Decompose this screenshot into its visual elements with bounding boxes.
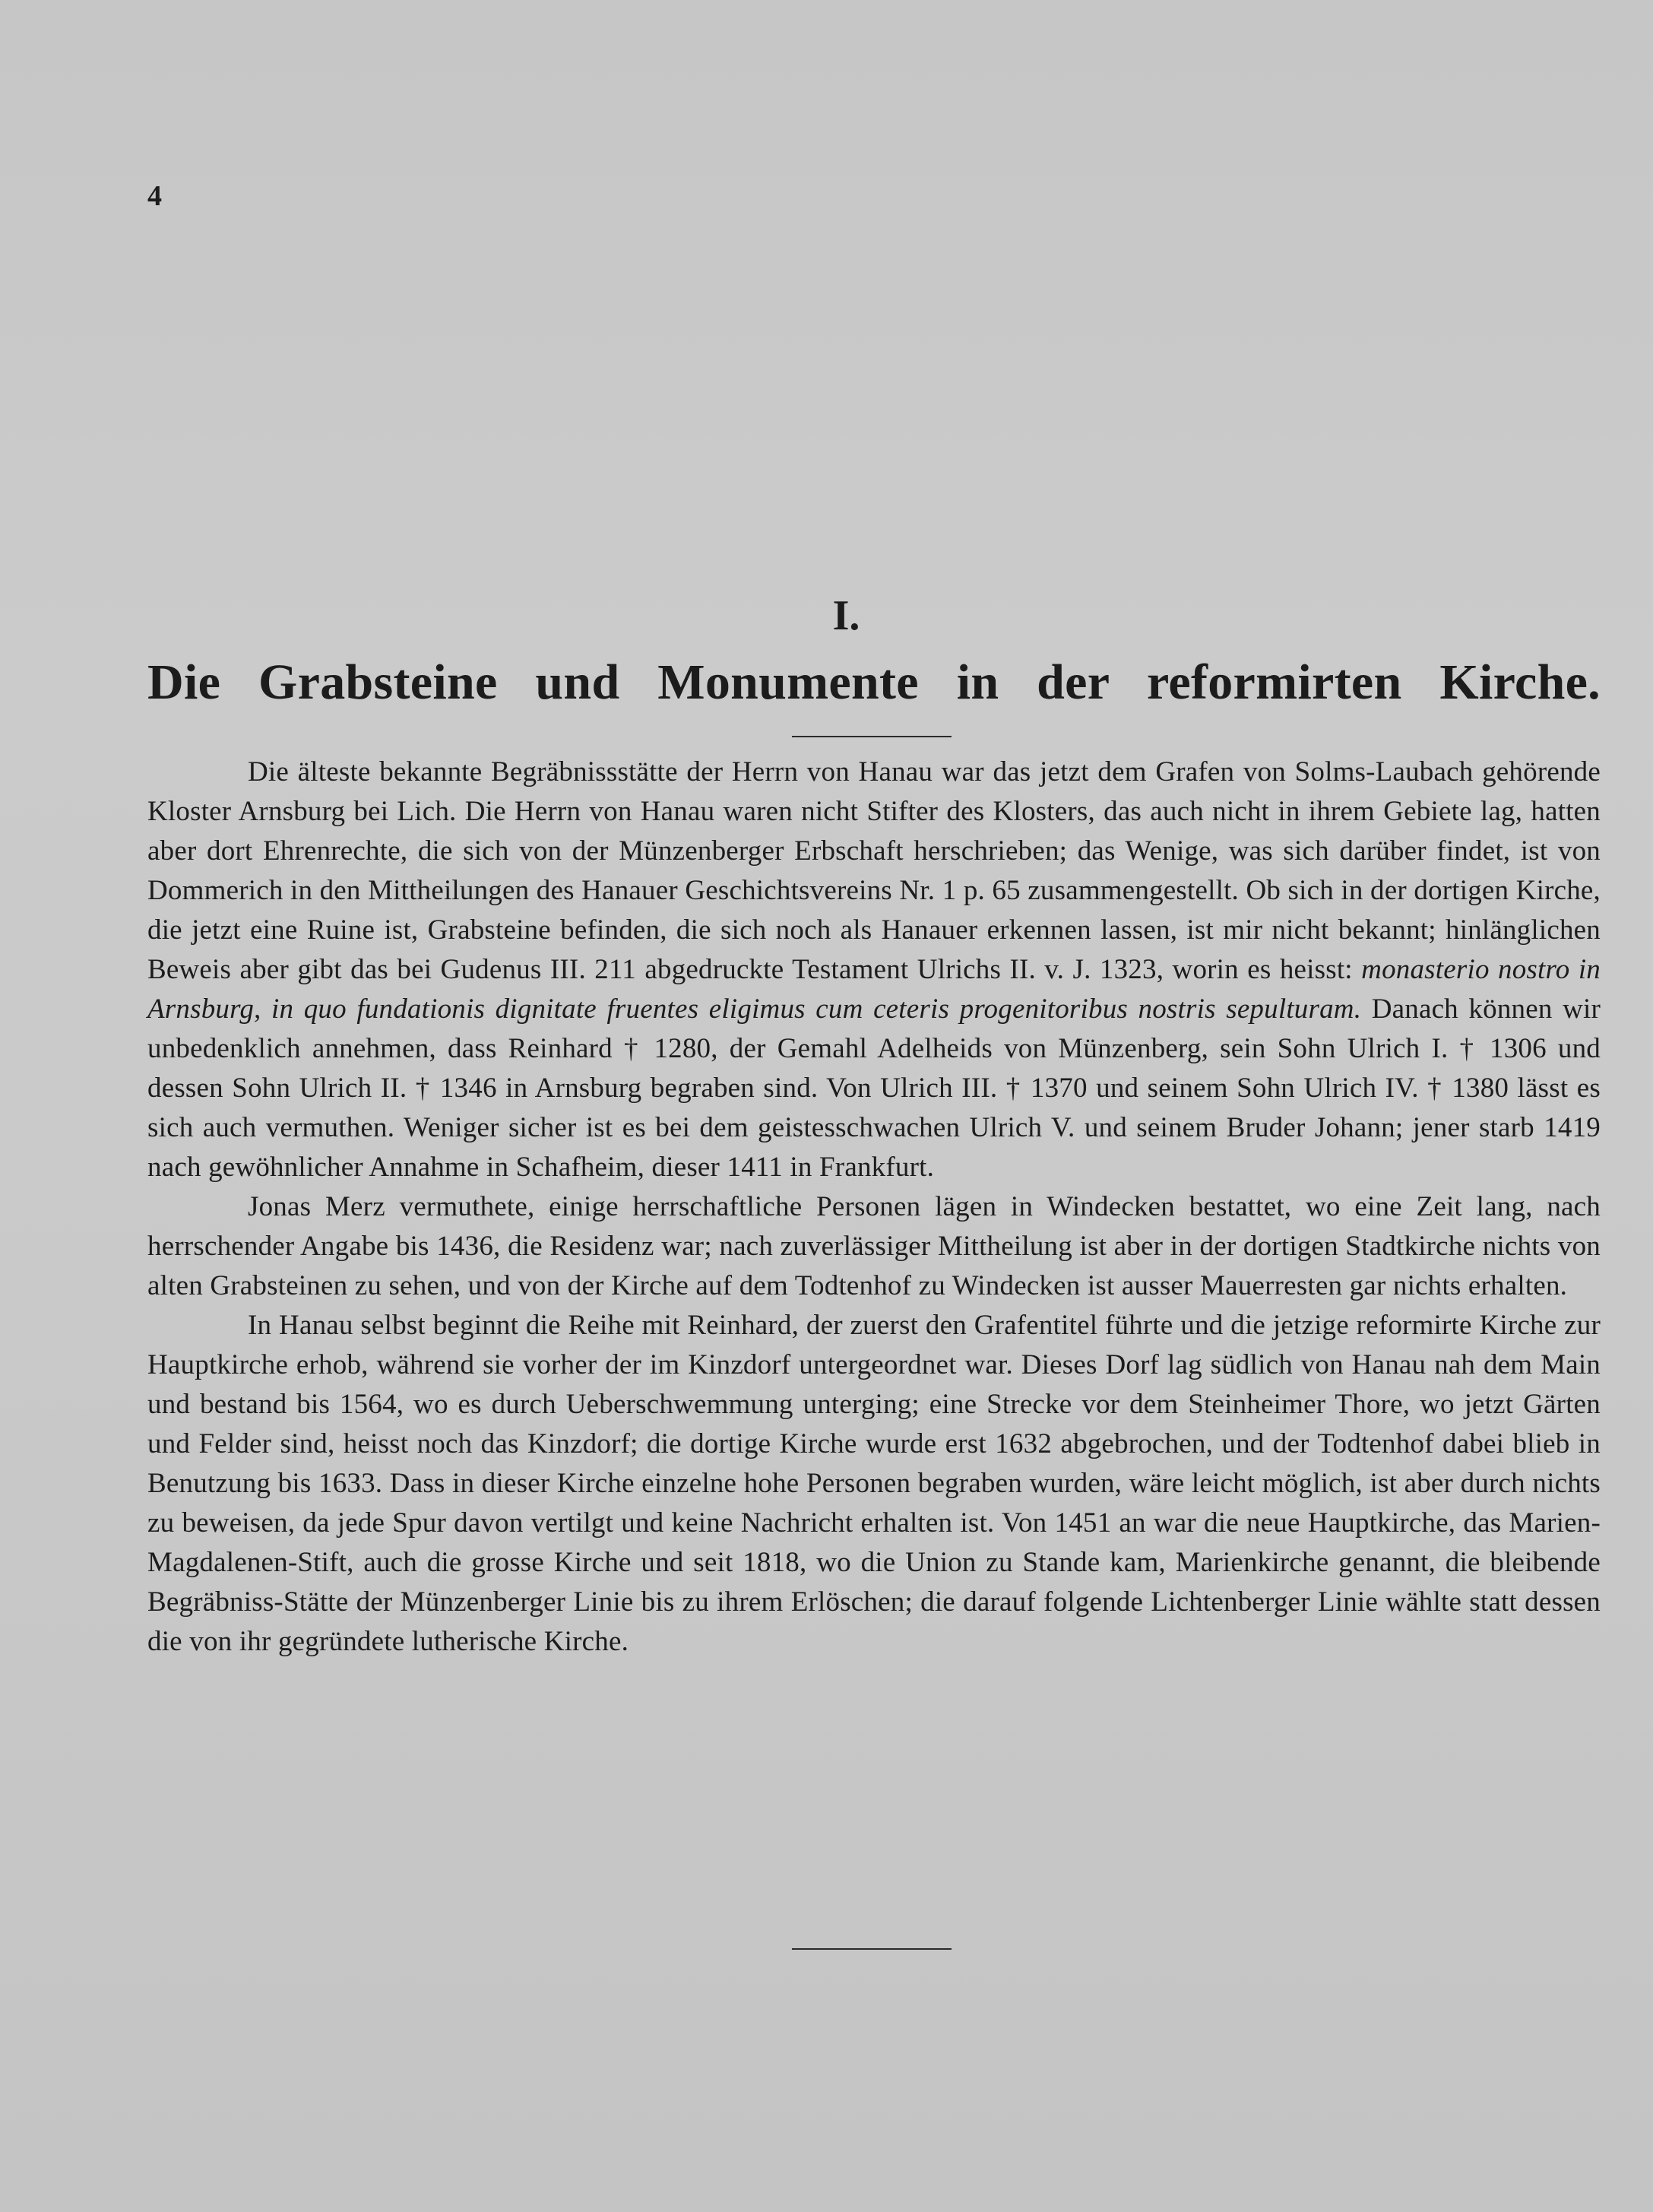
title-divider [792, 736, 952, 737]
paragraph-1 [147, 753, 1601, 1187]
latin-quote: monasterio nostro in Arnsburg, in quo fundationis dignitate fruentes eligimus cum ceteris progenitoribus nostris sepulturam. [147, 954, 1601, 1025]
end-divider [792, 1948, 952, 1950]
paragraph-1-text-b: Danach können wir unbedenklich annehmen, dass Reinhard † 1280, der Gemahl Adelheids von Münzenberg, sein Sohn Ulrich I. † 1306 und dessen Sohn Ulrich II. † 1346 in Arnsburg begraben sind. Von Ulrich III. † 1370 und seinem Sohn Ulrich IV. † 1380 lässt es sich auch vermuthen. Weniger sicher ist es bei dem geistesschwachen Ulrich V. und seinem Bruder Johann; jener starb 1419 nach gewöhnlicher Annahme in Schafheim, dieser 1411 in Frankfurt. [147, 993, 1601, 1183]
paragraph-1-text-a: Die älteste bekannte Begräbnissstätte der Herrn von Hanau war das jetzt dem Grafen von Solms-Laubach gehörende Kloster Arnsburg bei Lich. Die Herrn von Hanau waren nicht Stifter des Klosters, das auch nicht in ihrem Gebiete lag, hatten aber dort Ehrenrechte, die sich von der Münzenberger Erbschaft herschrieben; das Wenige, was sich darüber findet, ist von Dommerich in den Mittheilungen des Hanauer Geschichtsvereins Nr. 1 p. 65 zusammengestellt. Ob sich in der dortigen Kirche, die jetzt eine Ruine ist, Grabsteine befinden, die sich noch als Hanauer erkennen lassen, ist mir nicht bekannt; hinlänglichen Beweis aber gibt das bei Gudenus III. 211 abgedruckte Testament Ulrichs II. v. J. 1323, worin es heisst: [147, 756, 1601, 985]
chapter-title: Die Grabsteine und Monumente in der reformirten Kirche. [147, 654, 1601, 710]
body-text [147, 753, 1601, 1662]
page-number: 4 [147, 180, 163, 212]
paragraph-3: In Hanau selbst beginnt die Reihe mit Reinhard, der zuerst den Grafentitel führte und die jetzige reformirte Kirche zur Hauptkirche erhob, während sie vorher der im Kinzdorf untergeordnet war. Dieses Dorf lag südlich von Hanau nah dem Main und bestand bis 1564, wo es durch Ueberschwemmung unterging; eine Strecke vor dem Steinheimer Thore, wo jetzt Gärten und Felder sind, heisst noch das Kinzdorf; die dortige Kirche wurde erst 1632 abgebrochen, und der Todtenhof dabei blieb in Benutzung bis 1633. Dass in dieser Kirche einzelne hohe Personen begraben wurden, wäre leicht möglich, ist aber durch nichts zu beweisen, da jede Spur davon vertilgt und keine Nachricht erhalten ist. Von 1451 an war die neue Hauptkirche, das Marien-Magdalenen-Stift, auch die grosse Kirche und seit 1818, wo die Union zu Stande kam, Marienkirche genannt, die bleibende Begräbniss-Stätte der Münzenberger Linie bis zu ihrem Erlöschen; die darauf folgende Lichtenberger Linie wählte statt dessen die von ihr gegründete lutherische Kirche. [147, 1310, 1601, 1657]
paragraph-2: Jonas Merz vermuthete, einige herrschaftliche Personen lägen in Windecken bestattet, wo eine Zeit lang, nach herrschender Angabe bis 1436, die Residenz war; nach zuverlässiger Mittheilung ist aber in der dortigen Stadtkirche nichts von alten Grabsteinen zu sehen, und von der Kirche auf dem Todtenhof zu Windecken ist ausser Mauerresten gar nichts erhalten. [147, 1191, 1601, 1301]
chapter-numeral: I. [832, 592, 860, 639]
